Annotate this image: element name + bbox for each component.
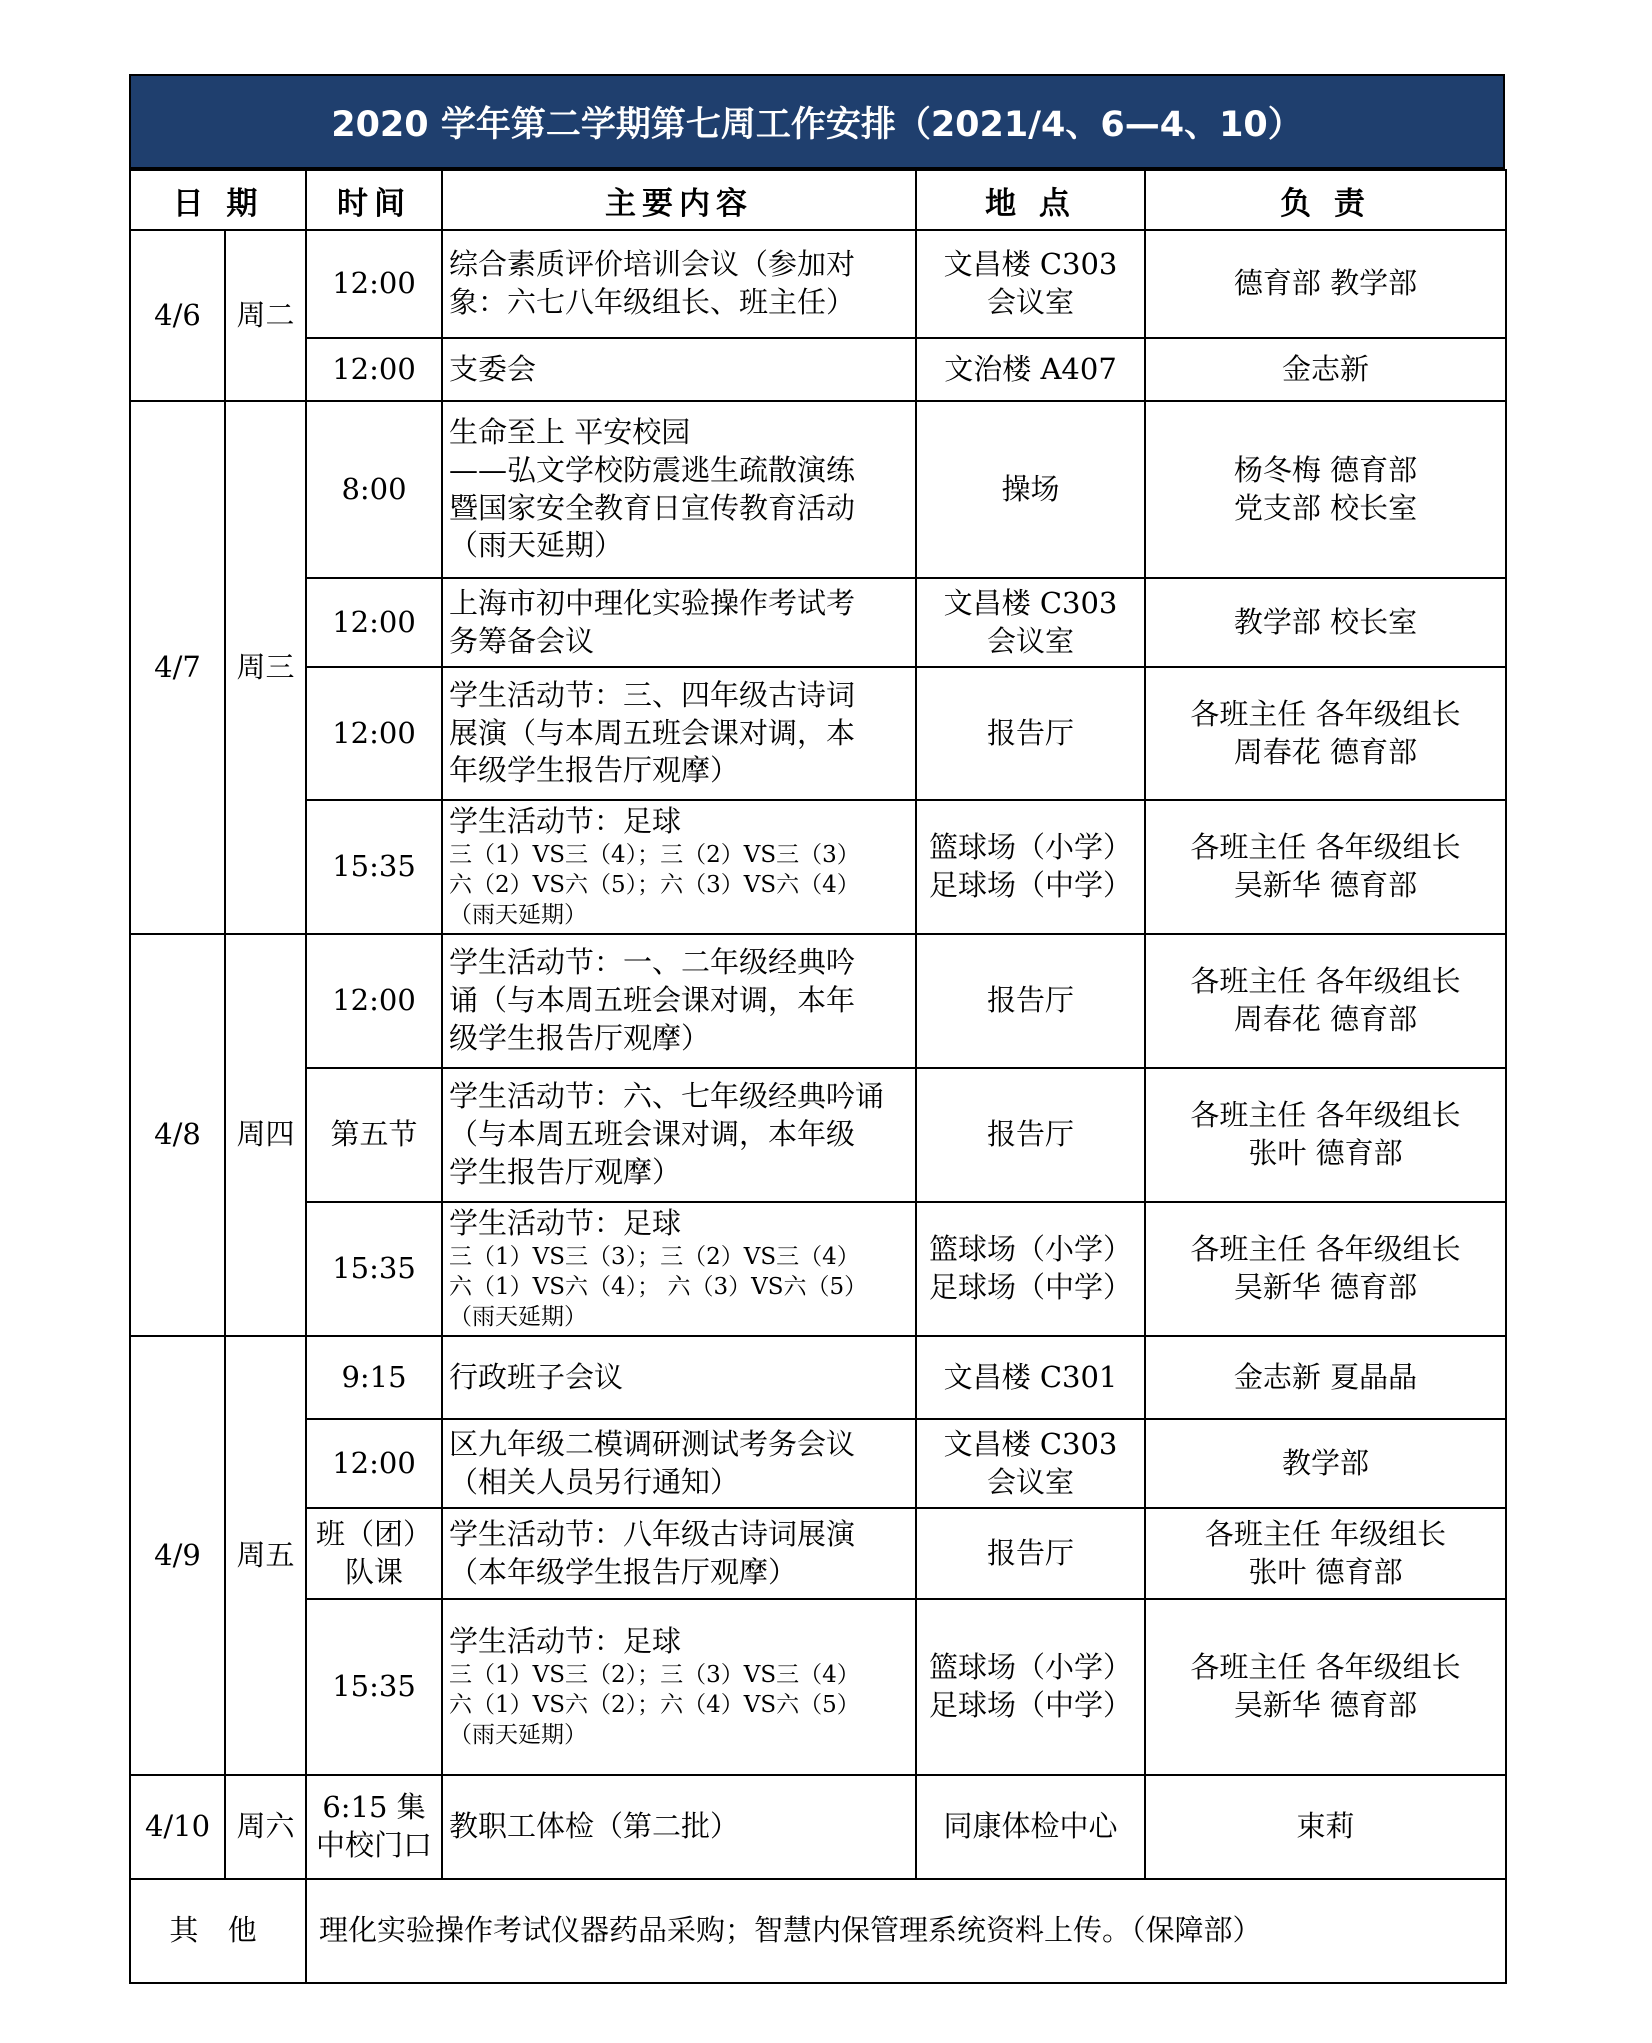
place-cell [916,578,1145,667]
owner-cell-line: 吴新华 德育部 [1233,1688,1418,1722]
owner-cell [1145,1202,1506,1336]
place-cell-line: 文昌楼 C303 [943,1426,1118,1461]
time-cell [306,230,442,338]
content-cell [442,667,916,800]
owner-cell [1145,401,1506,578]
owner-cell [1145,667,1506,800]
place-cell [916,1775,1145,1879]
time-cell [306,1508,442,1599]
match-line: 六（1）VS六（4）； 六（3）VS六（5） [449,1273,868,1300]
time-cell-line: 15:35 [332,1251,416,1286]
content-cell [442,1775,916,1879]
content-cell-line: 学生活动节：足球 [449,1206,682,1241]
content-cell [442,578,916,667]
time-cell-line: 12:00 [332,715,416,750]
date-cell [130,1336,225,1775]
place-cell-line: 足球场（中学） [929,1688,1133,1722]
schedule-body [130,230,1506,1879]
time-cell [306,934,442,1068]
place-cell-line: 报告厅 [987,1117,1075,1152]
place-cell-line: 篮球场（小学） [929,830,1133,865]
place-cell-line: 文治楼 A407 [944,351,1117,386]
weekday-cell [225,1775,306,1879]
table-row [130,1775,1506,1879]
content-cell-line: 学生活动节：六、七年级经典吟诵 [449,1079,885,1114]
place-cell-line: 足球场（中学） [929,1270,1133,1304]
content-cell-line: 行政班子会议 [449,1359,624,1394]
owner-cell-line: 吴新华 德育部 [1233,868,1418,902]
place-cell [916,1419,1145,1508]
place-cell-line: 文昌楼 C301 [943,1359,1118,1394]
content-cell [442,934,916,1068]
time-cell [306,338,442,401]
other-row [130,1879,1506,1983]
schedule-sheet [129,74,1505,1984]
place-cell [916,338,1145,401]
match-line: （雨天延期） [449,1303,588,1330]
owner-cell-line: 各班主任 年级组长 [1204,1516,1447,1551]
table-row [130,1419,1506,1508]
content-cell [442,338,916,401]
match-line: 六（2）VS六（5）；六（3）VS六（4） [449,871,860,898]
date-cell [130,1775,225,1879]
time-cell [306,1068,442,1202]
owner-cell [1145,1336,1506,1419]
owner-cell [1145,230,1506,338]
date-cell-line: 4/7 [154,649,201,684]
owner-cell [1145,1775,1506,1879]
owner-cell-line: 金志新 [1282,351,1370,386]
owner-cell-line: 各班主任 各年级组长 [1190,1098,1461,1133]
match-line: 六（1）VS六（2）；六（4）VS六（5） [449,1691,860,1718]
owner-cell-line: 各班主任 各年级组长 [1190,696,1461,731]
header-content: 主要内容 [442,170,916,230]
content-cell-line: （与本周五班会课对调，本年级 [449,1117,856,1152]
content-cell-line: 学生活动节：三、四年级古诗词 [449,677,856,712]
weekday-cell-line: 周六 [236,1809,295,1844]
table-row [130,578,1506,667]
content-cell-line: 学生活动节：足球 [449,1624,682,1659]
owner-cell-line: 各班主任 各年级组长 [1190,1650,1461,1685]
time-cell-line: 8:00 [341,471,407,506]
owner-cell-line: 束莉 [1296,1809,1355,1844]
owner-cell [1145,1419,1506,1508]
table-row [130,1068,1506,1202]
content-cell [442,401,916,578]
weekday-cell [225,401,306,934]
place-cell [916,1068,1145,1202]
table-row [130,1202,1506,1336]
owner-cell-line: 各班主任 各年级组长 [1190,830,1461,865]
place-cell-line: 篮球场（小学） [929,1232,1133,1267]
owner-cell [1145,1599,1506,1775]
content-cell-line: 学生活动节：足球 [449,804,682,839]
match-line: 三（1）VS三（2）；三（3）VS三（4） [449,1662,860,1688]
owner-cell-line: 张叶 德育部 [1248,1554,1403,1589]
content-cell-line: 务筹备会议 [449,623,595,658]
content-cell [442,1336,916,1419]
content-cell-line: 象：六七八年级组长、班主任） [449,285,856,319]
content-cell-line: 暨国家安全教育日宣传教育活动 [449,490,856,525]
time-cell-line: 15:35 [332,849,416,884]
time-cell [306,800,442,934]
time-cell [306,667,442,800]
place-cell [916,800,1145,934]
match-line: 三（1）VS三（3）；三（2）VS三（4） [449,1244,860,1270]
time-cell-line: 12:00 [332,266,416,301]
table-row [130,401,1506,578]
owner-cell-line: 金志新 夏晶晶 [1233,1359,1418,1394]
owner-cell [1145,934,1506,1068]
content-cell-line: 支委会 [449,351,537,386]
owner-cell-line: 周春花 德育部 [1233,734,1418,769]
place-cell-line: 操场 [1001,471,1060,506]
owner-cell [1145,578,1506,667]
weekday-cell-line: 周四 [236,1117,295,1152]
content-cell [442,1419,916,1508]
time-cell-line: 12:00 [332,351,416,386]
content-cell [442,1068,916,1202]
time-cell-line: 班（团）队课 [316,1516,433,1589]
header-owner: 负 责 [1145,170,1506,230]
weekday-cell [225,230,306,401]
date-cell-line: 4/6 [154,297,201,332]
content-cell-line: 教职工体检（第二批） [449,1809,740,1844]
owner-cell-line: 教学部 [1282,1445,1370,1480]
time-cell-line: 第五节 [330,1117,418,1152]
place-cell-line: 足球场（中学） [929,868,1133,902]
date-cell-line: 4/8 [154,1117,201,1152]
header-row [130,170,1506,230]
content-cell-line: （相关人员另行通知） [449,1464,740,1499]
content-cell-line: 诵（与本周五班会课对调，本年 [449,983,856,1018]
content-cell [442,1202,916,1336]
time-cell [306,578,442,667]
header-time: 时间 [306,170,442,230]
content-cell-line: 上海市初中理化实验操作考试考 [449,585,856,620]
time-cell-line: 9:15 [341,1359,407,1394]
place-cell [916,1202,1145,1336]
time-cell [306,1202,442,1336]
place-cell [916,934,1145,1068]
place-cell [916,667,1145,800]
time-cell [306,1336,442,1419]
match-line: （雨天延期） [449,1721,588,1748]
time-cell [306,1599,442,1775]
content-cell-line: （本年级学生报告厅观摩） [449,1554,798,1589]
content-cell-line: 级学生报告厅观摩） [449,1020,711,1055]
match-line: （雨天延期） [449,901,588,928]
place-cell [916,1336,1145,1419]
time-cell-line: 6:15 集中校门口 [316,1790,433,1862]
table-row [130,1599,1506,1775]
weekday-cell-line: 周五 [236,1537,295,1572]
date-cell [130,934,225,1336]
place-cell-line: 会议室 [987,285,1075,319]
table-row [130,338,1506,401]
table-row [130,800,1506,934]
table-row [130,230,1506,338]
date-cell [130,401,225,934]
match-line: 三（1）VS三（4）；三（2）VS三（3） [449,842,860,868]
other-label: 其 他 [130,1879,306,1983]
content-cell-line: 年级学生报告厅观摩） [449,753,740,788]
time-cell [306,1419,442,1508]
owner-cell-line: 杨冬梅 德育部 [1233,452,1418,487]
table-row [130,1508,1506,1599]
time-cell [306,401,442,578]
content-cell [442,230,916,338]
place-cell-line: 会议室 [987,623,1075,658]
owner-cell-line: 党支部 校长室 [1233,490,1418,525]
owner-cell [1145,1508,1506,1599]
owner-cell-line: 吴新华 德育部 [1233,1270,1418,1304]
table-row [130,667,1506,800]
schedule-table [129,169,1507,1984]
content-cell-line: 生命至上 平安校园 [449,415,691,450]
content-cell-line: 综合素质评价培训会议（参加对 [449,247,856,282]
place-cell-line: 篮球场（小学） [929,1650,1133,1685]
date-cell-line: 4/9 [154,1537,201,1572]
content-cell-line: 学生活动节：一、二年级经典吟 [449,945,856,980]
page-title: 2020 学年第二学期第七周工作安排（2021/4、6—4、10） [129,74,1505,169]
header-place: 地 点 [916,170,1145,230]
content-cell-line: 展演（与本周五班会课对调，本 [449,715,856,750]
place-cell-line: 文昌楼 C303 [943,247,1118,282]
date-cell [130,230,225,401]
table-row [130,1336,1506,1419]
owner-cell-line: 教学部 校长室 [1233,604,1418,639]
place-cell-line: 报告厅 [987,715,1075,750]
time-cell-line: 12:00 [332,1445,416,1480]
owner-cell-line: 张叶 德育部 [1248,1136,1403,1170]
owner-cell [1145,338,1506,401]
date-cell-line: 4/10 [144,1809,211,1844]
weekday-cell [225,934,306,1336]
time-cell [306,1775,442,1879]
time-cell-line: 12:00 [332,604,416,639]
content-cell [442,1508,916,1599]
owner-cell-line: 各班主任 各年级组长 [1190,964,1461,999]
weekday-cell [225,1336,306,1775]
content-cell-line: ——弘文学校防震逃生疏散演练 [449,452,856,487]
weekday-cell-line: 周二 [236,297,295,332]
place-cell [916,1508,1145,1599]
owner-cell-line: 周春花 德育部 [1233,1002,1418,1036]
owner-cell-line: 各班主任 各年级组长 [1190,1232,1461,1267]
content-cell [442,800,916,934]
place-cell-line: 报告厅 [987,1535,1075,1570]
place-cell-line: 同康体检中心 [943,1809,1118,1844]
place-cell-line: 文昌楼 C303 [943,585,1118,620]
place-cell [916,230,1145,338]
time-cell-line: 12:00 [332,983,416,1018]
owner-cell-line: 德育部 教学部 [1233,266,1418,301]
owner-cell [1145,1068,1506,1202]
place-cell [916,1599,1145,1775]
content-cell-line: （雨天延期） [449,528,624,563]
owner-cell [1145,800,1506,934]
place-cell-line: 会议室 [987,1464,1075,1499]
content-cell-line: 学生活动节：八年级古诗词展演 [449,1516,856,1551]
content-cell [442,1599,916,1775]
place-cell [916,401,1145,578]
table-row [130,934,1506,1068]
time-cell-line: 15:35 [332,1669,416,1704]
content-cell-line: 学生报告厅观摩） [449,1154,682,1189]
weekday-cell-line: 周三 [236,649,295,684]
header-date: 日 期 [130,170,306,230]
other-text: 理化实验操作考试仪器药品采购；智慧内保管理系统资料上传。（保障部） [306,1879,1506,1983]
place-cell-line: 报告厅 [987,983,1075,1018]
content-cell-line: 区九年级二模调研测试考务会议 [449,1426,856,1461]
